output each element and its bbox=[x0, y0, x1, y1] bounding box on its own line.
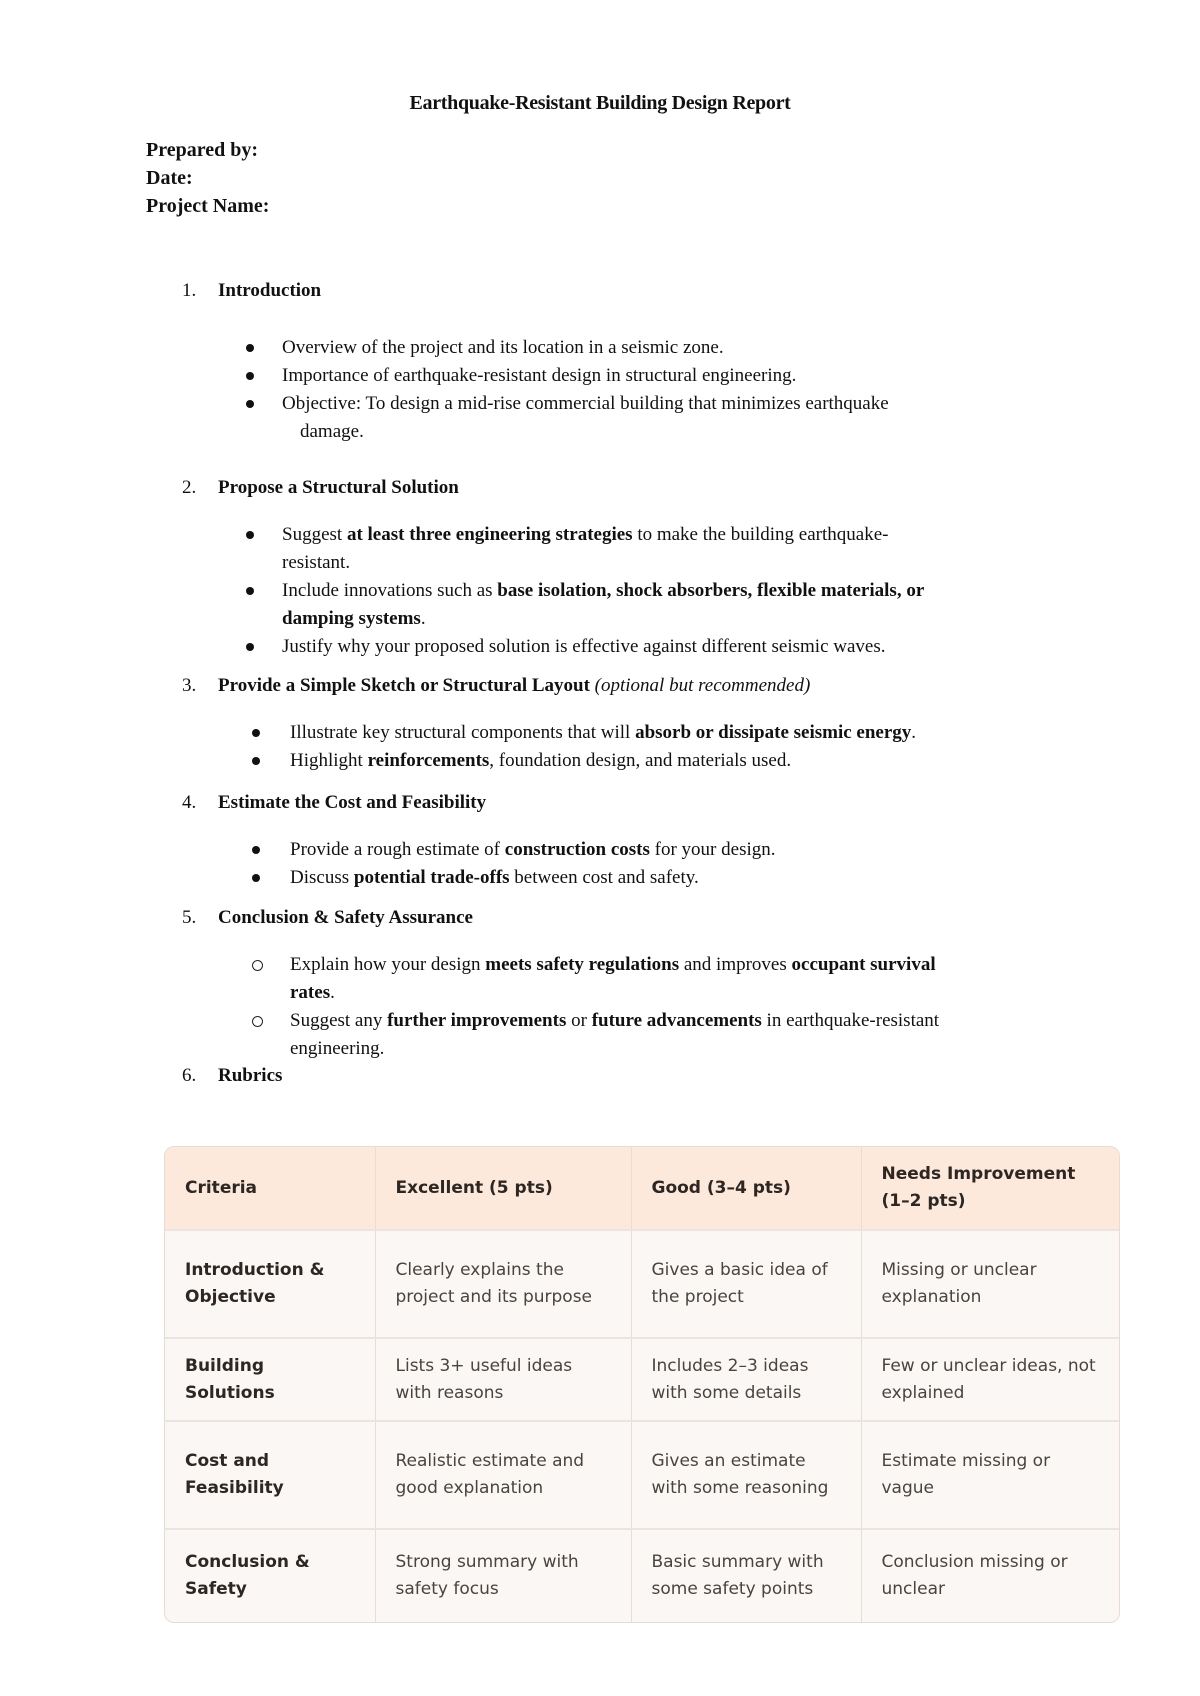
list-item: Overview of the project and its location in a seismic zone. bbox=[252, 334, 889, 362]
good-cell: Gives a basic idea of the project bbox=[631, 1230, 861, 1338]
criteria-cell: Introduction & Objective bbox=[165, 1230, 375, 1338]
sketch-layout-list bbox=[258, 719, 916, 775]
list-item: Importance of earthquake-resistant design in structural engineering. bbox=[252, 362, 889, 390]
excellent-cell: Realistic estimate and good explanation bbox=[375, 1421, 631, 1529]
section-title: Rubrics bbox=[218, 1065, 283, 1086]
date-label: Date: bbox=[146, 167, 193, 189]
section-title-note: (optional but recommended) bbox=[594, 675, 811, 696]
cost-feasibility-list bbox=[258, 836, 776, 892]
needs-improvement-cell: Missing or unclear explanation bbox=[861, 1230, 1119, 1338]
list-item: Objective: To design a mid-rise commercial building that minimizes earthquake damage. bbox=[252, 390, 889, 446]
excellent-cell: Clearly explains the project and its purpose bbox=[375, 1230, 631, 1338]
section-title: Estimate the Cost and Feasibility bbox=[218, 792, 487, 813]
hollow-bullet-icon bbox=[252, 960, 263, 971]
excellent-cell: Lists 3+ useful ideas with reasons bbox=[375, 1338, 631, 1421]
list-item: Justify why your proposed solution is effective against different seismic waves. bbox=[252, 633, 924, 661]
list-item: Suggest any further improvements or future advancements in earthquake-resistant engineering. bbox=[258, 1007, 939, 1063]
column-header-criteria: Criteria bbox=[165, 1147, 375, 1230]
hollow-bullet-icon bbox=[252, 1016, 263, 1027]
bullet-icon bbox=[252, 846, 260, 854]
bullet-icon bbox=[246, 531, 254, 539]
table-row bbox=[165, 1338, 1119, 1421]
section-number: 4. bbox=[182, 792, 197, 813]
project-name-label: Project Name: bbox=[146, 195, 270, 217]
structural-solution-list bbox=[252, 521, 924, 661]
section-number: 5. bbox=[182, 907, 197, 928]
section-number: 3. bbox=[182, 675, 197, 696]
rubric-table bbox=[164, 1146, 1120, 1623]
list-item: Highlight reinforcements, foundation design, and materials used. bbox=[258, 747, 916, 775]
section-title: Provide a Simple Sketch or Structural Layout (optional but recommended) bbox=[218, 675, 811, 696]
section-title: Conclusion & Safety Assurance bbox=[218, 907, 473, 928]
needs-improvement-cell: Conclusion missing or unclear bbox=[881, 1552, 1068, 1599]
bullet-icon bbox=[246, 344, 254, 352]
bullet-icon bbox=[246, 400, 254, 408]
list-item: Suggest at least three engineering strategies to make the building earthquake- resistant. bbox=[252, 521, 924, 577]
bullet-icon bbox=[252, 729, 260, 737]
section-title: Propose a Structural Solution bbox=[218, 477, 459, 498]
section-number: 1. bbox=[182, 280, 197, 301]
document-meta bbox=[146, 136, 269, 220]
column-header-needs-improvement: Needs Improvement (1–2 pts) bbox=[861, 1147, 1119, 1230]
column-header-good: Good (3–4 pts) bbox=[631, 1147, 861, 1230]
bullet-icon bbox=[246, 643, 254, 651]
bullet-icon bbox=[246, 587, 254, 595]
list-item: Provide a rough estimate of construction costs for your design. bbox=[258, 836, 776, 864]
bullet-icon bbox=[246, 372, 254, 380]
document-title: Earthquake-Resistant Building Design Report bbox=[409, 92, 791, 114]
table-row bbox=[165, 1529, 1119, 1622]
table-row bbox=[165, 1230, 1119, 1338]
criteria-cell: Cost and Feasibility bbox=[165, 1421, 375, 1529]
excellent-cell: Strong summary with safety focus bbox=[375, 1529, 631, 1622]
criteria-cell: Building Solutions bbox=[165, 1338, 375, 1421]
list-item: Discuss potential trade-offs between cost and safety. bbox=[258, 864, 776, 892]
table-header-row bbox=[165, 1147, 1119, 1230]
list-item: Illustrate key structural components that will absorb or dissipate seismic energy. bbox=[258, 719, 916, 747]
conclusion-safety-list bbox=[258, 951, 939, 1063]
needs-improvement-cell: Few or unclear ideas, not explained bbox=[861, 1338, 1119, 1421]
section-number: 2. bbox=[182, 477, 197, 498]
table-row bbox=[165, 1421, 1119, 1529]
list-item: Explain how your design meets safety regulations and improves occupant survival rates. bbox=[258, 951, 939, 1007]
section-title: Introduction bbox=[218, 280, 322, 301]
prepared-by-label: Prepared by: bbox=[146, 139, 259, 161]
good-cell: Basic summary with some safety points bbox=[631, 1529, 861, 1622]
section-number: 6. bbox=[182, 1065, 197, 1086]
column-header-excellent: Excellent (5 pts) bbox=[375, 1147, 631, 1230]
bullet-icon bbox=[252, 874, 260, 882]
bullet-icon bbox=[252, 757, 260, 765]
needs-improvement-cell: Estimate missing or vague bbox=[861, 1421, 1119, 1529]
criteria-cell: Conclusion & Safety bbox=[165, 1529, 375, 1622]
introduction-list bbox=[252, 334, 889, 446]
list-item: Include innovations such as base isolation, shock absorbers, flexible materials, or damping systems. bbox=[252, 577, 924, 633]
good-cell: Includes 2–3 ideas with some details bbox=[631, 1338, 861, 1421]
good-cell: Gives an estimate with some reasoning bbox=[631, 1421, 861, 1529]
